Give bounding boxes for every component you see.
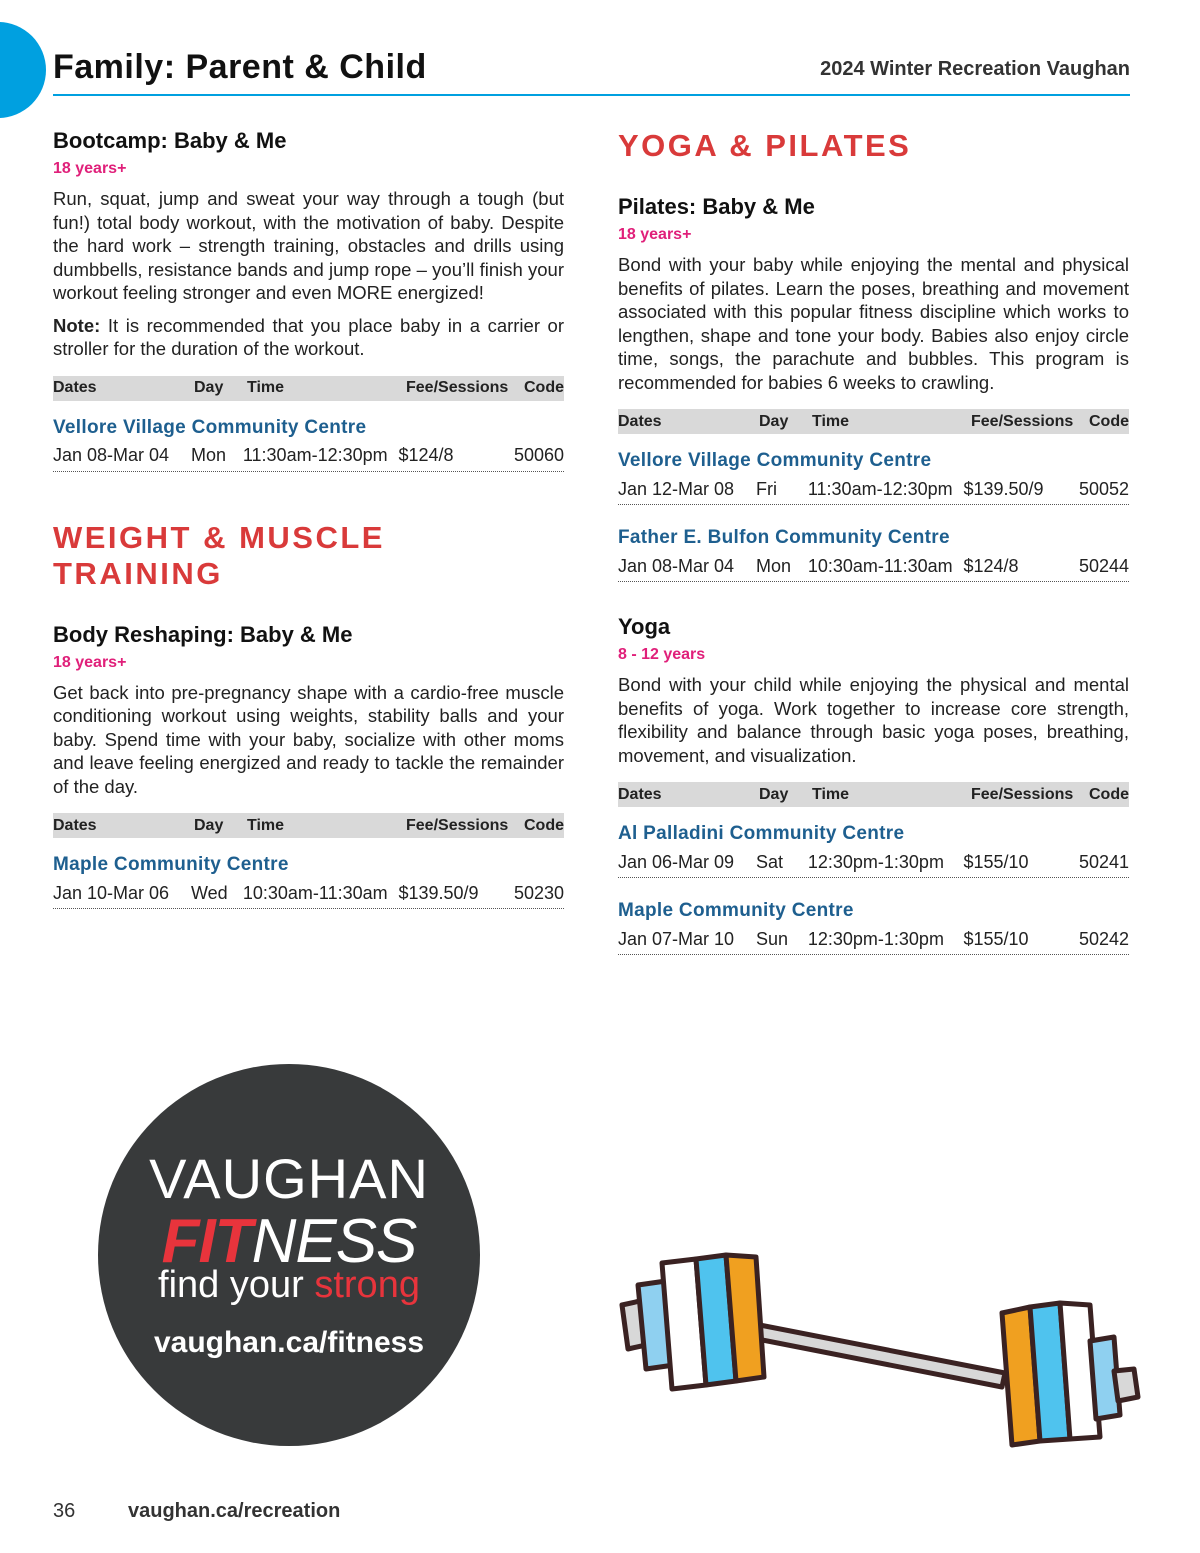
program-note-bootcamp bbox=[53, 314, 564, 361]
program-description-body-reshaping: Get back into pre-pregnancy shape with a cardio-free muscle conditioning workout using weights, stability balls and your baby. Spend time with your baby, socialize with other moms and leave feeling energized and ready to tackle the remainder of the day. bbox=[53, 681, 564, 797]
col-header-code: Code bbox=[524, 379, 564, 396]
row-code: 50242 bbox=[1078, 928, 1130, 949]
row-code: 50052 bbox=[1078, 478, 1130, 499]
program-description-yoga: Bond with your child while enjoying the physical and mental benefits of yoga. Work together to increase core strength, flexibility and balance through basic yoga poses, breathing, movement, and visualization. bbox=[618, 674, 1129, 766]
row-code: 50230 bbox=[513, 882, 565, 903]
row-dates: Jan 08-Mar 04 bbox=[618, 555, 735, 576]
col-header-fee: Fee/Sessions bbox=[971, 785, 1074, 803]
row-dates: Jan 08-Mar 04 bbox=[53, 445, 170, 465]
col-header-code: Code bbox=[1089, 412, 1129, 430]
left-column bbox=[53, 120, 564, 909]
ad-vaughan-text: VAUGHAN bbox=[149, 1147, 429, 1210]
ad-strong-text: strong bbox=[314, 1264, 420, 1306]
row-fee: $139.50/9 bbox=[963, 478, 1044, 499]
note-text: It is recommended that you place baby in a carrier or stroller for the duration of the workout. bbox=[53, 314, 564, 359]
row-day: Mon bbox=[755, 555, 791, 576]
row-time: 10:30am-11:30am bbox=[807, 555, 953, 576]
row-time: 12:30pm-1:30pm bbox=[807, 851, 944, 872]
row-dates: Jan 10-Mar 06 bbox=[53, 882, 170, 903]
row-fee: $124/8 bbox=[398, 445, 454, 465]
row-dates: Jan 12-Mar 08 bbox=[618, 478, 735, 499]
program-title-yoga: Yoga bbox=[618, 614, 671, 639]
col-header-dates: Dates bbox=[618, 785, 662, 803]
row-fee: $155/10 bbox=[963, 928, 1029, 949]
col-header-day: Day bbox=[194, 379, 224, 396]
schedule-row bbox=[618, 553, 1129, 582]
program-description-pilates: Bond with your baby while enjoying the mental and physical benefits of pilates. Learn the poses, breathing and movement associated with this popular fitness discipline which works to lengthen, shape and tone your body. Babies also enjoy circle time, songs, the parachute and bubbles. This program is recommended for babies 6 weeks to crawling. bbox=[618, 254, 1129, 393]
col-header-code: Code bbox=[524, 816, 564, 834]
schedule-table-header bbox=[618, 782, 1129, 807]
program-title-bootcamp: Bootcamp: Baby & Me bbox=[53, 128, 287, 153]
col-header-fee: Fee/Sessions bbox=[406, 379, 509, 396]
row-fee: $155/10 bbox=[963, 851, 1029, 872]
col-header-dates: Dates bbox=[53, 816, 97, 834]
col-header-day: Day bbox=[194, 816, 224, 834]
col-header-fee: Fee/Sessions bbox=[971, 412, 1074, 430]
publication-title: 2024 Winter Recreation Vaughan bbox=[820, 58, 1130, 80]
ad-ness-text: NESS bbox=[251, 1207, 417, 1276]
right-column bbox=[618, 120, 1129, 955]
venue-name: Al Palladini Community Centre bbox=[618, 823, 905, 844]
barbell-illustration bbox=[610, 1245, 1150, 1455]
row-code: 50244 bbox=[1078, 555, 1130, 576]
venue-name: Vellore Village Community Centre bbox=[618, 450, 932, 471]
schedule-row bbox=[618, 476, 1129, 505]
col-header-code: Code bbox=[1089, 785, 1129, 803]
program-age-yoga: 8 - 12 years bbox=[618, 646, 706, 663]
section-heading-yoga-pilates: YOGA & PILATES bbox=[618, 128, 912, 163]
row-time: 10:30am-11:30am bbox=[242, 882, 388, 903]
section-heading-weight: WEIGHT & MUSCLE TRAINING bbox=[53, 519, 385, 591]
row-day: Sat bbox=[755, 851, 784, 872]
schedule-table-header bbox=[53, 813, 564, 838]
row-time: 11:30am-12:30pm bbox=[807, 478, 953, 499]
col-header-time: Time bbox=[812, 785, 850, 803]
row-day: Mon bbox=[190, 445, 226, 465]
venue-name: Father E. Bulfon Community Centre bbox=[618, 527, 950, 548]
program-age-pilates: 18 years+ bbox=[618, 226, 692, 243]
row-day: Sun bbox=[755, 928, 789, 949]
row-dates: Jan 07-Mar 10 bbox=[618, 928, 735, 949]
schedule-row bbox=[618, 849, 1129, 878]
ad-url: vaughan.ca/fitness bbox=[153, 1326, 425, 1359]
row-code: 50241 bbox=[1078, 851, 1130, 872]
program-age-body-reshaping: 18 years+ bbox=[53, 653, 127, 671]
col-header-day: Day bbox=[759, 412, 789, 430]
program-description-bootcamp: Run, squat, jump and sweat your way through a tough (but fun!) total body workout, with the motivation of baby. Despite the hard work – strength training, obstacles and drills using dumbbells, resistance bands and jump rope – you’ll finish your workout feeling stronger and even MORE energized! bbox=[53, 188, 564, 303]
ad-find-your-text: find your bbox=[158, 1264, 304, 1306]
header-divider bbox=[53, 94, 1130, 96]
venue-name: Maple Community Centre bbox=[53, 854, 289, 875]
row-time: 11:30am-12:30pm bbox=[242, 445, 388, 465]
col-header-day: Day bbox=[759, 785, 789, 803]
note-label: Note: bbox=[53, 314, 101, 336]
page-number: 36 bbox=[53, 1500, 76, 1522]
ad-tagline bbox=[98, 1264, 480, 1307]
row-day: Fri bbox=[755, 478, 777, 499]
col-header-time: Time bbox=[247, 816, 285, 834]
vaughan-fitness-ad bbox=[98, 1064, 480, 1446]
venue-name: Maple Community Centre bbox=[618, 900, 854, 921]
row-dates: Jan 06-Mar 09 bbox=[618, 851, 735, 872]
program-age-bootcamp: 18 years+ bbox=[53, 160, 127, 177]
col-header-dates: Dates bbox=[53, 379, 97, 396]
venue-name: Vellore Village Community Centre bbox=[53, 416, 367, 438]
schedule-table-header bbox=[618, 409, 1129, 434]
ad-fit-text: FIT bbox=[161, 1207, 252, 1276]
schedule-table-header bbox=[53, 376, 564, 401]
row-code: 50060 bbox=[513, 445, 565, 465]
page-title: Family: Parent & Child bbox=[53, 48, 427, 86]
col-header-time: Time bbox=[247, 379, 285, 396]
row-fee: $139.50/9 bbox=[398, 882, 479, 903]
row-time: 12:30pm-1:30pm bbox=[807, 928, 944, 949]
section-tab-marker bbox=[0, 22, 46, 118]
program-title-pilates: Pilates: Baby & Me bbox=[618, 194, 815, 219]
footer-url[interactable]: vaughan.ca/recreation bbox=[128, 1500, 341, 1522]
row-fee: $124/8 bbox=[963, 555, 1019, 576]
program-title-body-reshaping: Body Reshaping: Baby & Me bbox=[53, 621, 353, 647]
schedule-row bbox=[53, 880, 564, 909]
col-header-dates: Dates bbox=[618, 412, 662, 430]
schedule-row bbox=[618, 926, 1129, 955]
schedule-row bbox=[53, 443, 564, 472]
col-header-time: Time bbox=[812, 412, 850, 430]
row-day: Wed bbox=[190, 882, 228, 903]
col-header-fee: Fee/Sessions bbox=[406, 816, 509, 834]
